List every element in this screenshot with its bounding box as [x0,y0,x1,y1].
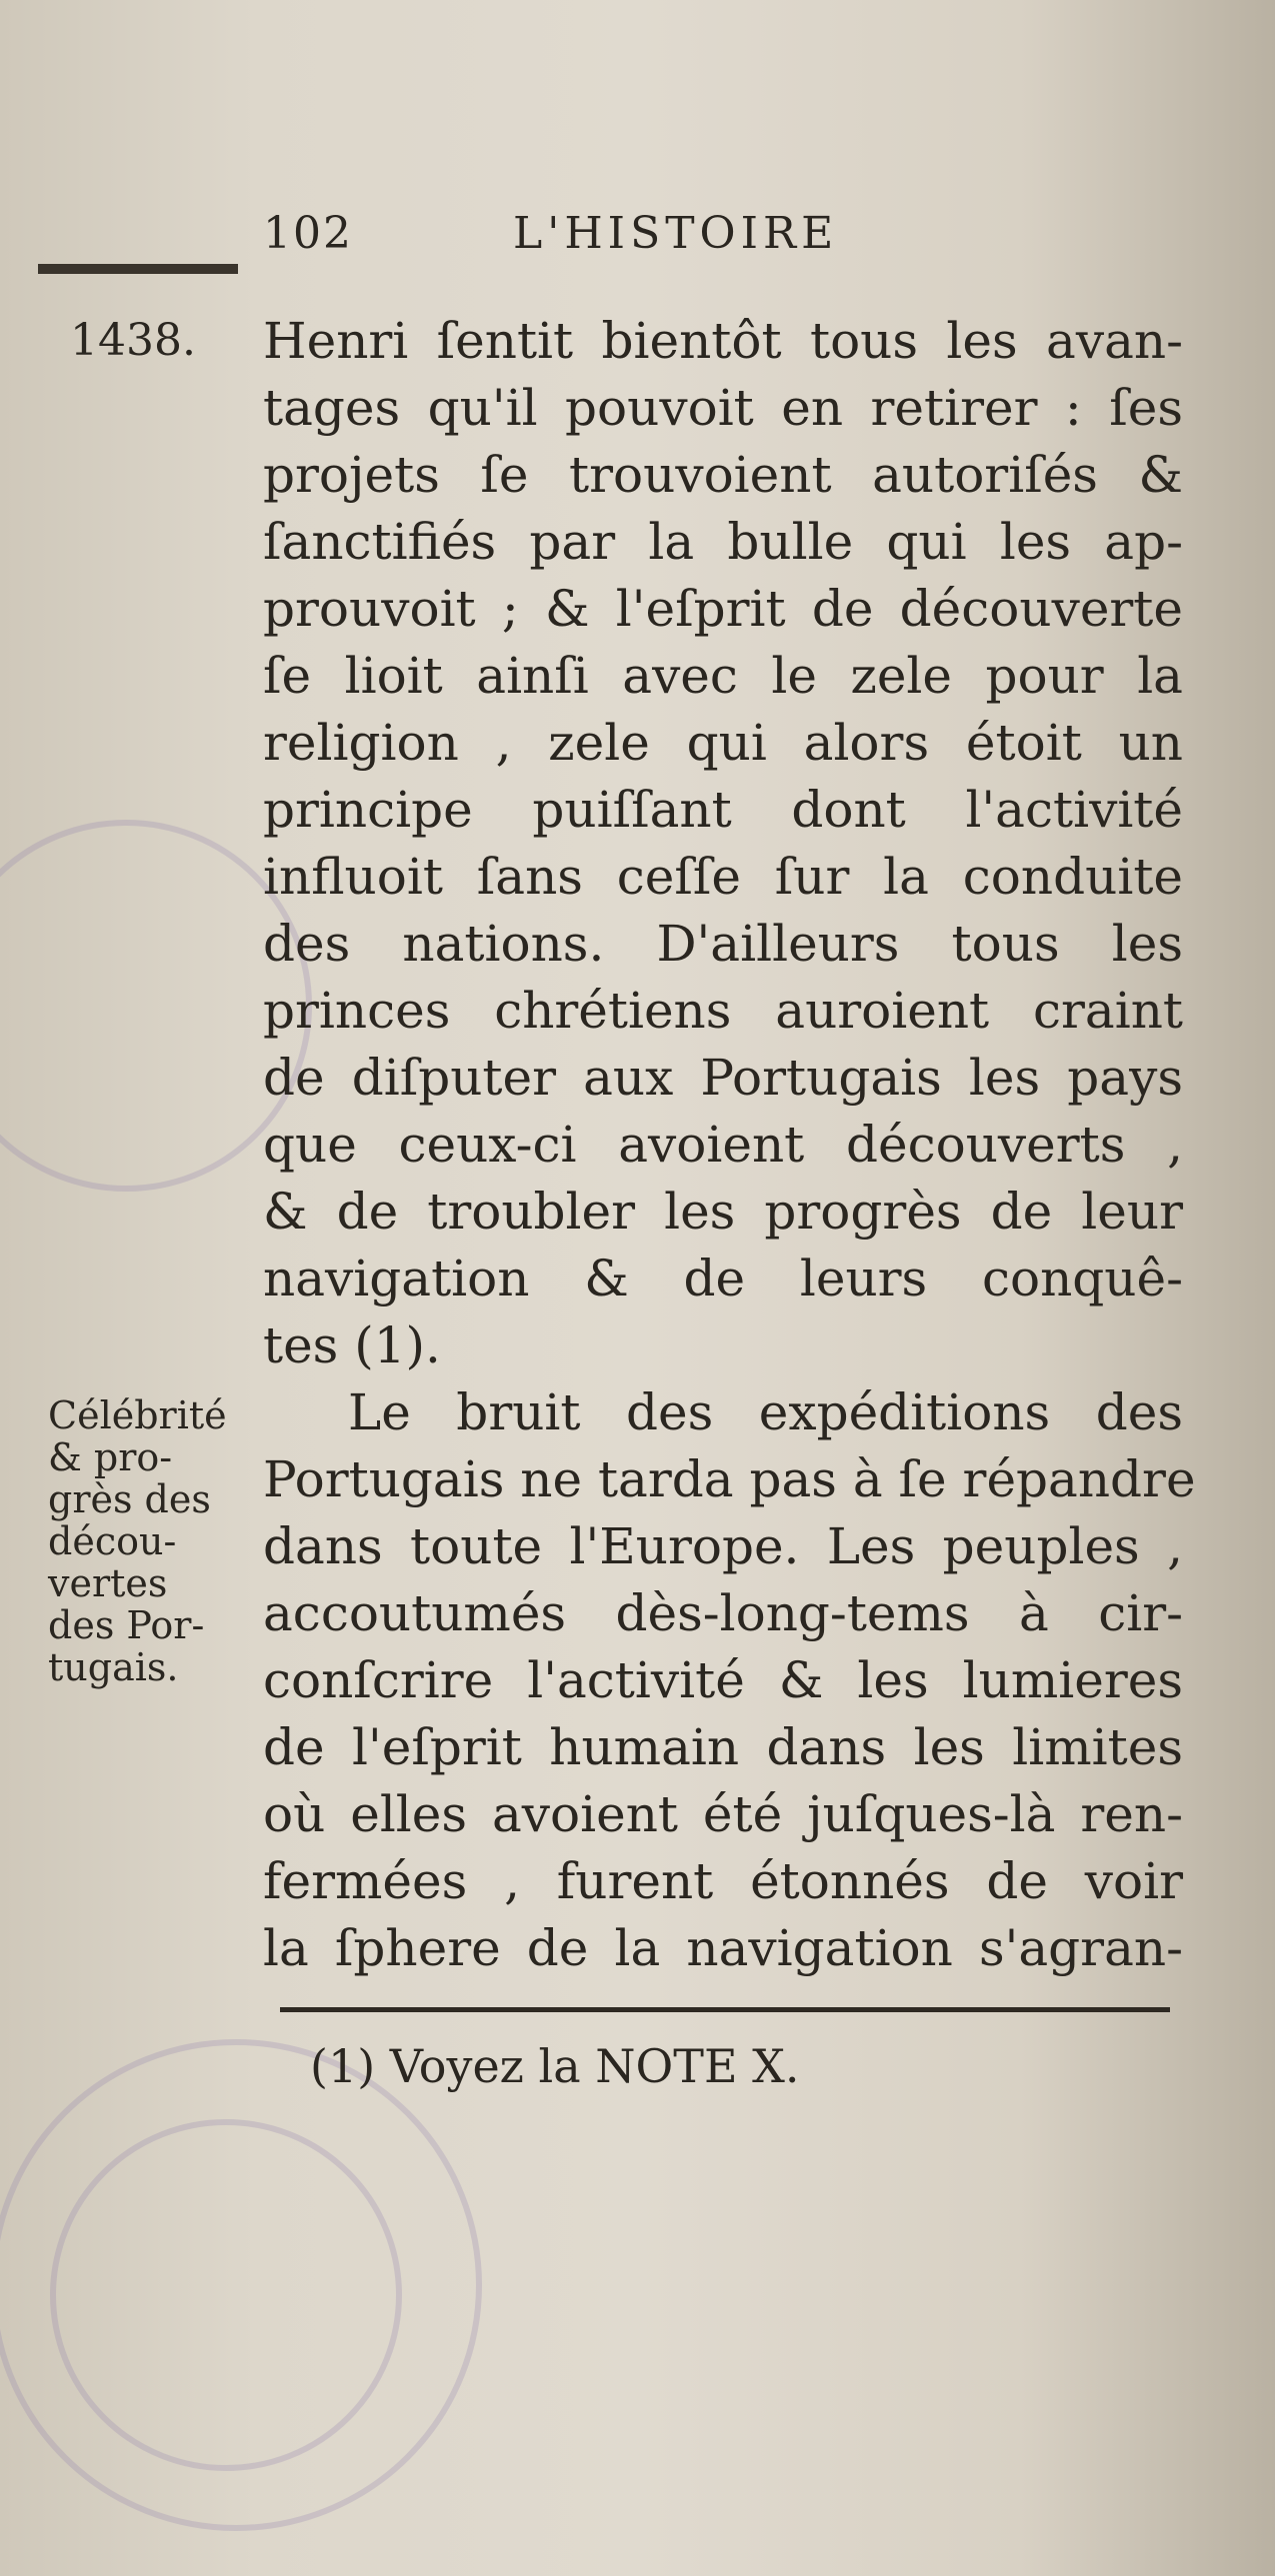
text-line: fermées , furent étonnés de voir [263,1852,1183,1910]
margin-note-line: grès des [48,1477,211,1521]
margin-note-line: Célébrité [48,1393,227,1437]
text-line: Portugais ne tarda pas à ſe répandre [263,1450,1196,1508]
text-line: dans toute l'Europe. Les peuples , [263,1517,1183,1575]
text-line: que ceux-ci avoient découverts , [263,1116,1183,1174]
text-line: la ſphere de la navigation s'agran- [263,1919,1183,1977]
header-rule [38,264,238,274]
text-line: prouvoit ; & l'eſprit de découverte [263,580,1183,638]
body-text [263,308,1196,1982]
margin-note-line: décou- [48,1519,177,1563]
margin-note-line: vertes [48,1561,168,1605]
page-number: 102 [263,208,353,259]
text-line: Le bruit des expéditions des [348,1383,1183,1441]
text-line: & de troubler les progrès de leur [263,1183,1183,1241]
text-line: Henri ſentit bientôt tous les avan- [263,312,1183,370]
text-line: ſe lioit ainſi avec le zele pour la [263,647,1183,705]
margin-year: 1438. [70,315,196,366]
text-line: tages qu'il pouvoit en retirer : ſes [263,379,1183,437]
text-line: projets ſe trouvoient autoriſés & [263,446,1183,504]
margin-note-line: & pro- [48,1435,173,1479]
margin-note [48,1394,227,1688]
running-title: L'HISTOIRE [513,208,839,259]
text-line: principe puiſſant dont l'activité [263,781,1183,839]
text-line: ſanctifiés par la bulle qui les ap- [263,513,1183,571]
text-line: princes chrétiens auroient craint [263,982,1183,1040]
text-line: navigation & de leurs conquê- [263,1250,1183,1307]
text-line: tes (1). [263,1316,441,1374]
text-line: des nations. D'ailleurs tous les [263,915,1183,973]
text-line: de l'eſprit humain dans les limites [263,1718,1183,1776]
text-line: où elles avoient été juſques-là ren- [263,1785,1183,1843]
text-line: de diſputer aux Portugais les pays [263,1049,1183,1107]
running-header [263,208,923,268]
text-line: accoutumés dès-long-tems à cir- [263,1584,1183,1642]
footnote: (1) Voyez la NOTE X. [310,2039,800,2093]
text-line: influoit ſans ceſſe ſur la conduite [263,848,1183,906]
footnote-rule [280,2007,1170,2012]
text-line: conſcrire l'activité & les lumieres [263,1651,1183,1709]
margin-note-line: des Por- [48,1603,205,1647]
library-stamp-inner [50,2119,402,2471]
text-line: religion , zele qui alors étoit un [263,714,1183,772]
margin-note-line: tugais. [48,1645,179,1689]
